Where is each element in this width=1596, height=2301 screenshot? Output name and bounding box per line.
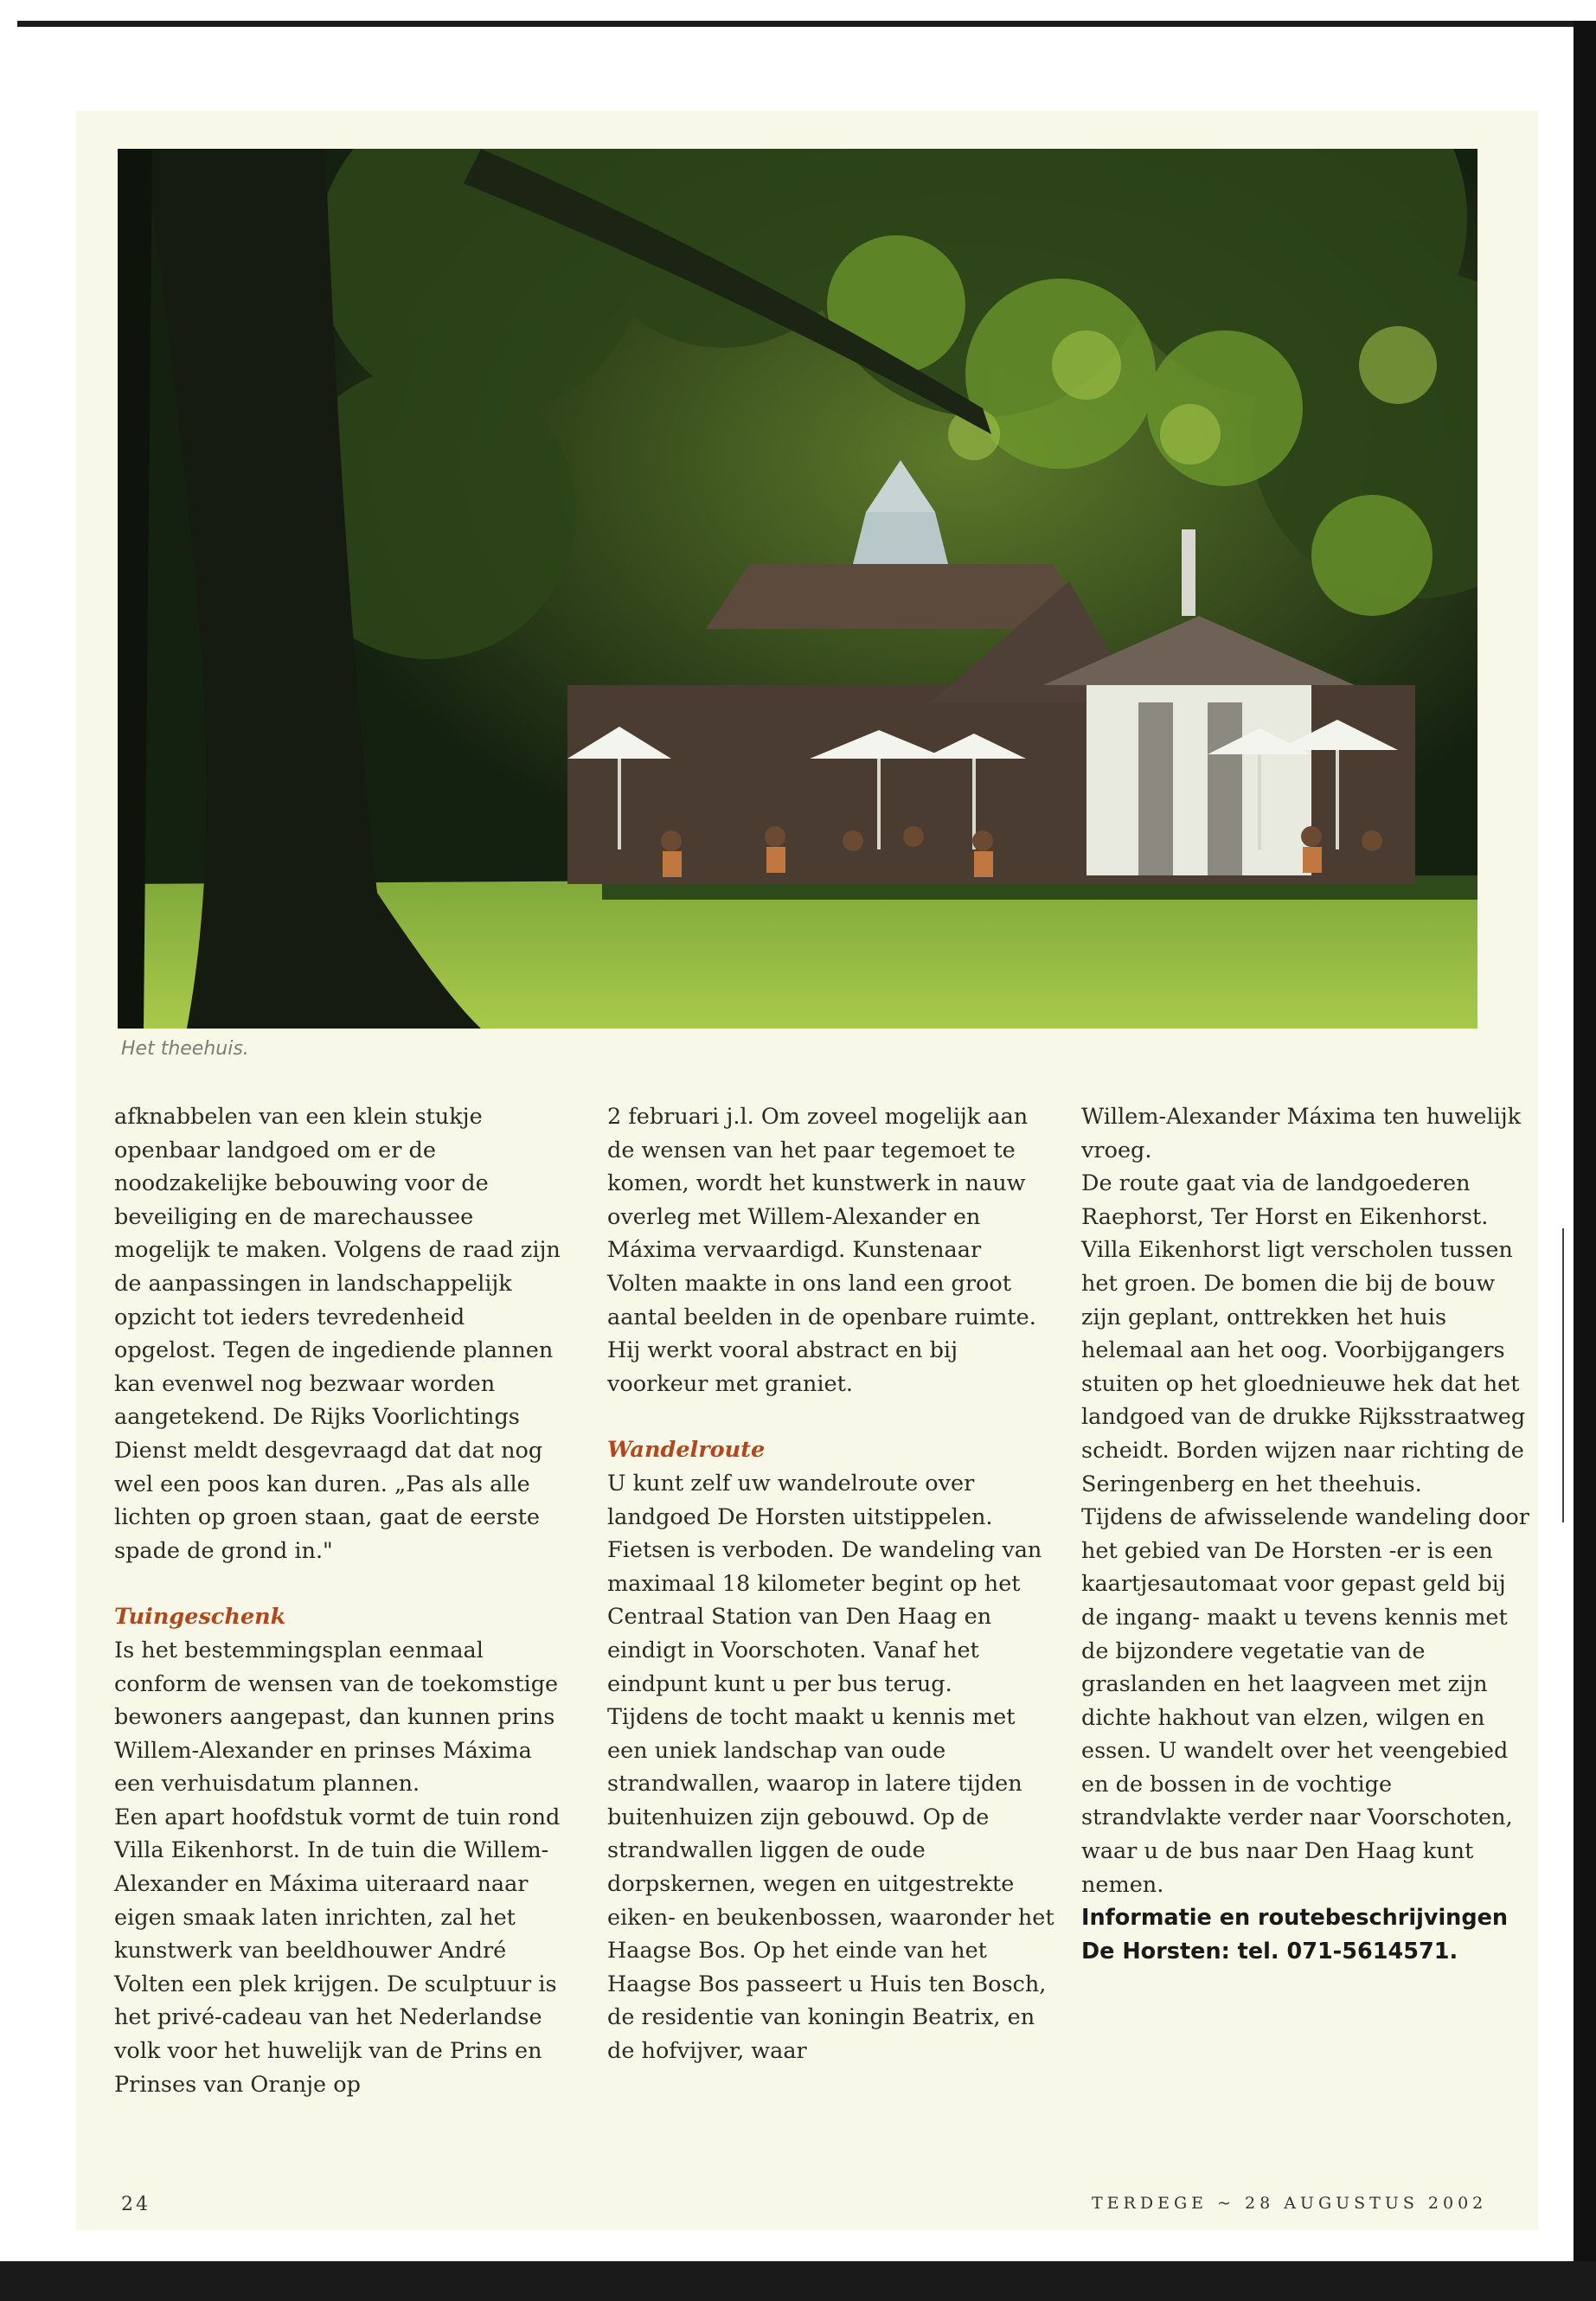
paragraph: Tijdens de afwisselende wandeling door het gebied van De Horsten -er is een kaartjesautomaat voor gepast geld bij de ingang- maakt u tevens kennis met de bijzondere vegetatie van de graslanden en het laagveen met zijn dichte hakhout van elzen, wilgen en essen. U wandelt over het veengebied en de bossen in de vochtige strandvlakte verder naar Voorschoten, waar u de bus naar Den Haag kunt nemen. (1081, 1504, 1529, 1898)
paragraph: afknabbelen van een klein stukje openbaar landgoed om er de noodzakelijke bebouwing voor de beveiliging en de marechaussee mogelijk te maken. Volgens de raad zijn de aanpassingen in landschappelijk opzicht tot ieders tevredenheid opgelost. Tegen de ingediende plannen kan evenwel nog bezwaar worden aangetekend. De Rijks Voorlichtings Dienst meldt desgevraagd dat dat nog wel een poos kan duren. „Pas als alle lichten op groen staan, gaat de eerste spade de grond in." (114, 1104, 561, 1564)
publication-footer: TERDEGE ~ 28 AUGUSTUS 2002 (1092, 2194, 1488, 2213)
article-column-1 (114, 1100, 564, 2101)
paragraph: U kunt zelf uw wandelroute over landgoed De Horsten uitstippelen. Fietsen is verboden. De wandeling van maximaal 18 kilometer begint op het Centraal Station van Den Haag en eindigt in Voorschoten. Vanaf het eindpunt kunt u per bus terug. (607, 1470, 1042, 1697)
paragraph: Is het bestemmingsplan eenmaal conform de wensen van de toekomstige bewoners aangepast, dan kunnen prins Willem-Alexander en prinses Máxima een verhuisdatum plannen. (114, 1637, 559, 1798)
paragraph: 2 februari j.l. Om zoveel mogelijk aan de wensen van het paar tegemoet te komen, wordt het kunstwerk in nauw overleg met Willem-Alexander en Máxima vervaardigd. Kunstenaar Volten maakte in ons land een groot aantal beelden in de openbare ruimte. Hij werkt vooral abstract en bij voorkeur met graniet. (607, 1104, 1036, 1397)
paragraph: De route gaat via de landgoederen Raephorst, Ter Horst en Eikenhorst. Villa Eikenhorst ligt verscholen tussen het groen. De bomen die bij de bouw zijn geplant, onttrekken het huis helemaal aan het oog. Voorbijgangers stuiten op het gloednieuwe hek dat het landgoed van de drukke Rijksstraatweg scheidt. Borden wijzen naar richting de Seringenberg en het theehuis. (1081, 1170, 1526, 1497)
paragraph: Een apart hoofdstuk vormt de tuin rond Villa Eikenhorst. In de tuin die Willem-Alexander en Máxima uiteraard naar eigen smaak laten inrichten, zal het kunstwerk van beeldhouwer André Volten een plek krijgen. De sculptuur is het privé-cadeau van het Nederlandse volk voor het huwelijk van de Prins en Prinses van Oranje op (114, 1804, 561, 2098)
photo-caption: Het theehuis. (121, 1038, 249, 1060)
page-number: 24 (121, 2194, 151, 2215)
scan-right-border (1574, 21, 1596, 2270)
paragraph: Willem-Alexander Máxima ten huwelijk vroeg. (1081, 1104, 1522, 1163)
paragraph-gap (114, 1567, 564, 1600)
teahouse-photo (118, 149, 1477, 1029)
scan-bottom-border (0, 2261, 1596, 2301)
teahouse-illustration (118, 149, 1477, 1029)
paragraph: Tijdens de tocht maakt u kennis met een uniek landschap van oude strandwallen, waarop in latere tijden buitenhuizen zijn gebouwd. Op de strandwallen liggen de oude dorpskernen, wegen en uitgestrekte eiken- en beukenbossen, waaronder het Haagse Bos. Op het einde van het Haagse Bos passeert u Huis ten Bosch, de residentie van koningin Beatrix, en de hofvijver, waar (607, 1704, 1054, 2065)
subheading-tuingeschenk: Tuingeschenk (114, 1604, 286, 1631)
subheading-wandelroute: Wandelroute (607, 1437, 766, 1464)
article-column-3 (1081, 1100, 1531, 1968)
paragraph-gap (607, 1400, 1057, 1433)
scan-edge-mark (1562, 1228, 1564, 1522)
contact-info: Informatie en routebeschrijvingen De Horsten: tel. 071-5614571. (1081, 1905, 1509, 1965)
scan-top-border (17, 21, 1596, 27)
article-column-2 (607, 1100, 1057, 2068)
